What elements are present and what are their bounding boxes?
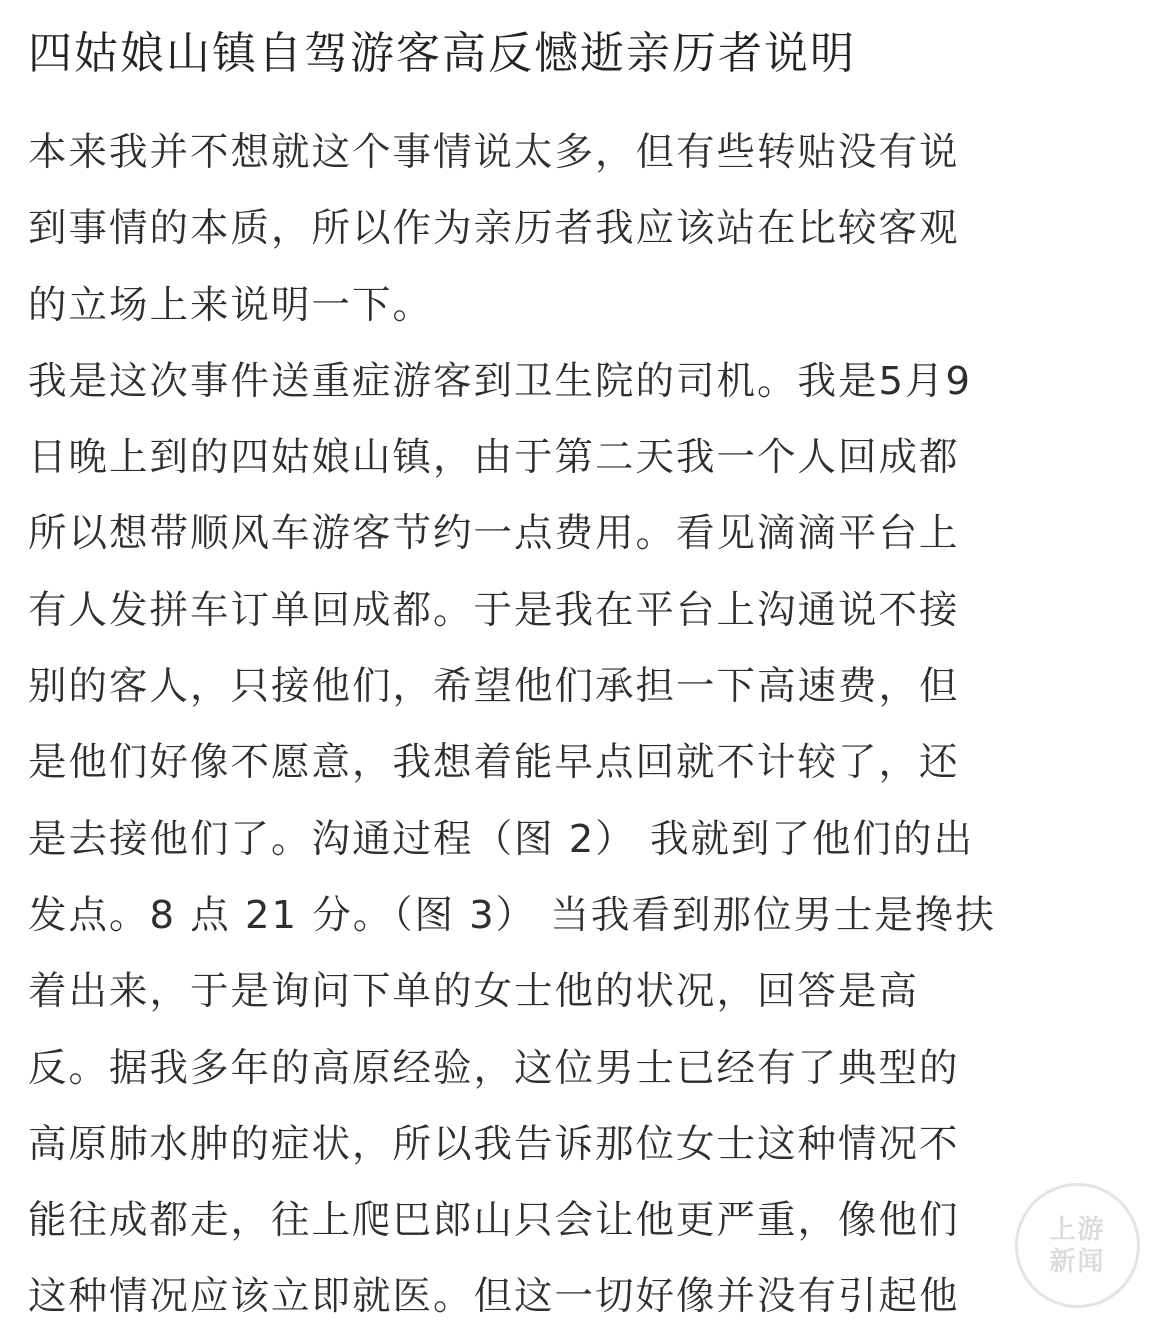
body-line: 能往成都走，往上爬巴郎山只会让他更严重，像他们: [28, 1198, 960, 1244]
watermark-text-1: 上游: [1049, 1214, 1106, 1245]
body-line: 反。据我多年的高原经验，这位男士已经有了典型的: [28, 1045, 960, 1091]
body-line: 别的客人，只接他们，希望他们承担一下高速费，但: [28, 664, 960, 710]
body-line: 我是这次事件送重症游客到卫生院的司机。我是5月9: [28, 358, 972, 404]
body-line: 发点。8 点 21 分。（图 3） 当我看到那位男士是搀扶: [28, 892, 996, 938]
article-title: 四姑娘山镇自驾游客高反憾逝亲历者说明: [28, 28, 856, 79]
watermark-text-2: 新闻: [1049, 1246, 1106, 1277]
body-line: 日晚上到的四姑娘山镇，由于第二天我一个人回成都: [28, 435, 960, 481]
article-body: [28, 115, 1148, 1334]
body-line: 高原肺水肿的症状，所以我告诉那位女士这种情况不: [28, 1121, 960, 1167]
body-line: 这种情况应该立即就医。但这一切好像并没有引起他: [28, 1274, 960, 1320]
body-line: 是去接他们了。沟通过程（图 2） 我就到了他们的出: [28, 816, 974, 862]
body-line: 的立场上来说明一下。: [28, 282, 434, 328]
body-line: 着出来，于是询问下单的女士他的状况，回答是高: [28, 969, 920, 1015]
body-line: 到事情的本质，所以作为亲历者我应该站在比较客观: [28, 206, 960, 252]
body-line: 是他们好像不愿意，我想着能早点回就不计较了，还: [28, 740, 960, 786]
body-line: 有人发拼车订单回成都。于是我在平台上沟通说不接: [28, 587, 960, 633]
body-line: 所以想带顺风车游客节约一点费用。看见滴滴平台上: [28, 511, 960, 557]
watermark-logo: [1015, 1183, 1140, 1308]
body-line: 本来我并不想就这个事情说太多，但有些转贴没有说: [28, 130, 960, 175]
